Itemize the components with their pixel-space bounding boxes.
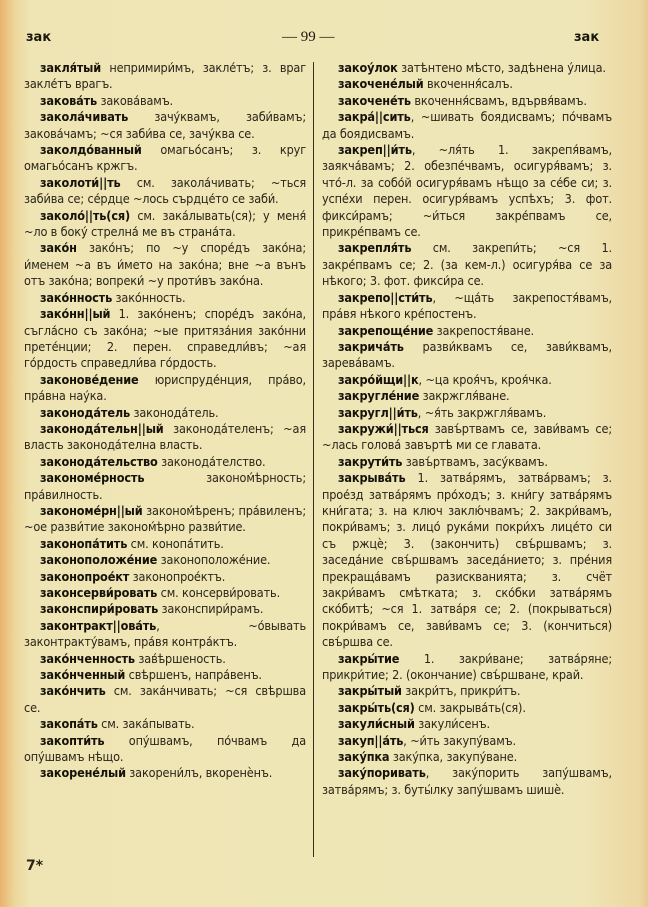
headword: закова́ть	[40, 92, 98, 108]
headword: закра́||сить	[338, 109, 411, 125]
definition: , ~и́ть закупу́вамъ.	[403, 732, 516, 748]
dictionary-entry	[24, 240, 306, 289]
definition: зако́нность.	[112, 289, 186, 305]
dictionary-entry	[24, 421, 306, 454]
headword: закрепоще́ние	[338, 322, 434, 338]
dictionary-entry	[322, 405, 612, 421]
definition: зав́ѣршеность.	[134, 650, 226, 666]
column-divider	[313, 62, 314, 857]
headword: законсерви́ровать	[40, 585, 158, 600]
headword: зако́нченность	[40, 650, 135, 666]
definition: законопрое́ктъ.	[129, 568, 226, 584]
definition: завъ́ртвамъ се, зави́вамъ се; ~лась голова́ завъртѣ ми се главата.	[322, 420, 612, 453]
dictionary-entry	[322, 323, 612, 339]
dictionary-entry	[24, 683, 306, 716]
definition: см. консерви́ровать.	[157, 585, 281, 600]
definition: законом́ѣрность; пра́вилность.	[24, 470, 306, 502]
dictionary-entry	[24, 290, 306, 306]
dictionary-entry	[322, 142, 612, 240]
headword: закрепо||сти́ть	[338, 289, 433, 305]
headword: зако́н	[40, 240, 77, 256]
headword: закрути́ть	[338, 453, 403, 469]
dictionary-entry	[322, 290, 612, 323]
dictionary-entry	[322, 60, 612, 76]
dictionary-entry	[322, 109, 612, 142]
headword: законтракт||ова́ть	[40, 617, 157, 633]
headword: закры́тый	[338, 683, 402, 699]
headword: закочене́лый	[338, 76, 424, 92]
dictionary-entry	[322, 765, 612, 798]
headword: закружи́||ться	[338, 420, 429, 436]
right-column	[322, 60, 612, 798]
dictionary-entry	[24, 306, 306, 372]
definition: см. конопа́тить.	[127, 535, 224, 551]
dictionary-entry	[24, 667, 306, 683]
headword: законода́тельство	[40, 453, 158, 469]
definition: , заку́порить запу́швамъ, затва́рямъ; з. буты́лку запу́швамъ шишѐ.	[322, 765, 612, 797]
definition: см. зака́нчивать; ~ся свѣршва се.	[24, 683, 306, 715]
headword: законопрое́кт	[40, 568, 130, 584]
definition: зако́нъ; по ~у споре́дъ зако́на; и́менем ~а въ и́мето на зако́на; вне ~а вънъ отъ зако́на; вопреки́ ~у проти́въ зако́на.	[24, 240, 306, 289]
headword: закуп||а́ть	[338, 732, 404, 748]
dictionary-entry	[322, 454, 612, 470]
dictionary-entry	[24, 651, 306, 667]
dictionary-entry	[24, 405, 306, 421]
running-head-left: зак	[26, 30, 52, 45]
definition: закри́тъ, прикри́тъ.	[401, 683, 521, 699]
definition: непримири́мъ, закле́тъ; з. враг закле́тъ врагъ.	[24, 60, 306, 92]
dictionary-entry	[24, 585, 306, 601]
dictionary-entry	[24, 372, 306, 405]
definition: , ~шивать боядисвамъ; по́чвамъ да боядисвамъ.	[322, 109, 612, 141]
left-column	[24, 60, 306, 782]
definition: заку́пка, закупу́ване.	[389, 749, 518, 765]
headword: закро́йщи||к	[338, 371, 419, 387]
definition: затѣнтено мѣсто, задѣнена у́лица.	[397, 60, 606, 75]
definition: закорени́лъ, вкоренѐнъ.	[125, 765, 273, 781]
dictionary-entry	[322, 421, 612, 454]
dictionary-entry	[24, 733, 306, 766]
dictionary-entry	[322, 339, 612, 372]
headword: заку́поривать	[338, 765, 426, 781]
headword: закола́чивать	[40, 109, 129, 125]
headword: законода́тельн||ый	[40, 420, 164, 436]
definition: 1. затва́рямъ, затва́рвамъ; з. прое́зд затва́рямъ про́ходъ; з. кни́гу затва́рямъ кни́гата; з. на ключ заклю́чвамъ; 2. закри́вамъ, покри́вамъ; з. лицо́ рука́ми покри́хъ лице́то си съ ржцѐ; 3. (закончить) свъ́ршвамъ; з. заседа́ние свъ́ршвамъ заседа́нието; з. пре́ния прекраща́вамъ разискванията; з. счёт закри́вамъ смѣтката; з. ско́бки затва́рямъ ско́битѣ; ~ся 1. затва́ря се; 2. (покрываться) покри́вамъ се, зави́вамъ се; 3. (кончиться) свъ́ршва се.	[322, 470, 612, 650]
definition: закрепостя́ване.	[433, 322, 534, 338]
definition: завъ́ртвамъ, засу́квамъ.	[402, 453, 548, 469]
dictionary-entry	[24, 716, 306, 732]
dictionary-entry	[322, 372, 612, 388]
headword: зако́нн||ый	[40, 306, 111, 322]
dictionary-entry	[322, 651, 612, 684]
dictionary-entry	[24, 536, 306, 552]
headword: закрича́ть	[338, 338, 404, 354]
headword: закля́тый	[40, 60, 102, 75]
dictionary-entry	[24, 765, 306, 781]
definition: зачу́квамъ, заби́вамъ; закова́чамъ; ~ся заби́ва се, зачу́ква се.	[24, 109, 306, 141]
headword: законове́дение	[40, 371, 139, 387]
dictionary-entry	[322, 76, 612, 92]
headword: законода́тель	[40, 404, 131, 420]
dictionary-entry	[24, 503, 306, 536]
definition: опу́швамъ, по́чвамъ да опу́швамъ нѣщо.	[24, 732, 306, 765]
definition: свѣршенъ, напра́венъ.	[125, 667, 262, 683]
definition: вкочення́свамъ, вдървя́вамъ.	[410, 92, 587, 108]
headword: закорене́лый	[40, 765, 126, 781]
headword: зако́нченный	[40, 667, 126, 683]
definition: закржгля́ване.	[419, 388, 510, 404]
definition: , ~ща́ть закрепостя́вамъ, пра́вя нѣкого кре́постенъ.	[322, 289, 612, 322]
definition: 1. зако́ненъ; споре́дъ зако́на, съгла́сно съ зако́на; ~ые притяза́ния зако́нни прете́нции; 2. перен. справедли́въ; ~ая го́рдость справедли́ва го́рдость.	[24, 306, 306, 371]
definition: см. закола́чивать; ~ться заби́ва се; се́рдце ~лось сърдце́то се заби́.	[24, 174, 306, 207]
definition: разви́квамъ се, зави́квамъ, зарева́вамъ.	[322, 338, 612, 371]
dictionary-entry	[24, 175, 306, 208]
headword: заколоти́||ть	[40, 174, 121, 190]
page-number: — 99 —	[282, 29, 335, 45]
headword: закругл||и́ть	[338, 404, 418, 420]
headword: закономе́рность	[40, 470, 145, 486]
dictionary-entry	[322, 683, 612, 699]
definition: законода́тель.	[130, 404, 219, 420]
definition: законом́ѣренъ; пра́виленъ; ~ое разви́тие законом́ѣрно разви́тие.	[24, 502, 306, 535]
definition: вкочення́салъ.	[423, 76, 513, 92]
definition: см. закрепи́ть; ~ся 1. закре́пвамъ се; 2. (за кем-л.) осигуря́ва се за нѣкого; 3. фот. фикси́ра се.	[322, 240, 612, 289]
headword: закочене́ть	[338, 92, 411, 108]
dictionary-entry	[24, 569, 306, 585]
dictionary-entry	[322, 700, 612, 716]
definition: законспири́рамъ.	[158, 601, 264, 617]
definition: , ~я́ть закржгля́вамъ.	[417, 404, 547, 420]
headword: закопа́ть	[40, 716, 98, 732]
dictionary-entry	[24, 470, 306, 503]
headword: заколдо́ванный	[40, 142, 142, 158]
definition: 1. закри́ване; затва́ряне; прикри́тие; 2. (окончание) свъ́ршване, край.	[322, 650, 612, 683]
running-head-right: зак	[574, 30, 600, 45]
dictionary-entry	[322, 240, 612, 289]
dictionary-entry	[322, 470, 612, 650]
headword: закономе́рн||ый	[40, 502, 143, 518]
dictionary-entry	[322, 93, 612, 109]
headword: зако́нность	[40, 289, 113, 305]
definition: см. зака́лывать(ся); у меня́ ~ло в боку́ стрелна́ ме въ страна́та.	[24, 207, 306, 240]
headword: заколо́||ть(ся)	[40, 207, 131, 223]
headword: закругле́ние	[338, 388, 420, 404]
definition: , ~о́вывать законтракту́вамъ, пра́вя контра́ктъ.	[24, 617, 306, 650]
headword: закули́сный	[338, 716, 415, 732]
definition: законода́теленъ; ~ая власть законода́телна власть.	[24, 420, 306, 453]
headword: закрепля́ть	[338, 240, 412, 256]
dictionary-entry	[24, 109, 306, 142]
definition: см. зака́пывать.	[97, 716, 195, 732]
dictionary-entry	[24, 60, 306, 93]
definition: см. закрыва́ть(ся).	[414, 699, 526, 715]
definition: , ~ля́ть 1. закрепя́вамъ, заякча́вамъ; 2. обезпе́чвамъ, осигуря́вамъ; з. что́-л. за собо́й осигуря́вамъ нѣщо за се́бе си; з. успе́хи перен. осигуря́вамъ успѣхъ; 3. фот. фикси́рамъ; ~и́ться закре́пвамъ се, прикре́пвамъ се.	[322, 142, 612, 240]
dictionary-entry	[24, 618, 306, 651]
headword: законспири́ровать	[40, 601, 159, 617]
dictionary-entry	[322, 749, 612, 765]
headword: закопти́ть	[40, 732, 105, 748]
headword: законоположе́ние	[40, 552, 158, 568]
definition: закова́вамъ.	[97, 92, 173, 108]
headword: законопа́тить	[40, 535, 128, 551]
definition: омагьо́санъ; з. круг омагьо́санъ кржгъ.	[24, 142, 306, 174]
dictionary-entry	[24, 454, 306, 470]
definition: законода́телство.	[157, 453, 266, 469]
headword: закры́тие	[338, 650, 400, 666]
dictionary-entry	[24, 552, 306, 568]
definition: , ~ца кроя́чъ, кроя́чка.	[418, 371, 552, 387]
headword: закры́ть(ся)	[338, 699, 415, 715]
dictionary-entry	[24, 601, 306, 617]
dictionary-entry	[24, 93, 306, 109]
definition: законоположе́ние.	[157, 552, 271, 568]
headword: закрыва́ть	[338, 470, 406, 486]
headword: закоу́лок	[338, 60, 398, 75]
definition: закули́сенъ.	[414, 716, 490, 732]
definition: юриспруде́нция, пра́во, пра́вна нау́ка.	[24, 371, 306, 404]
headword: заку́пка	[338, 749, 390, 765]
dictionary-entry	[322, 388, 612, 404]
dictionary-entry	[24, 142, 306, 175]
dictionary-entry	[322, 733, 612, 749]
printer-signature-mark: 7*	[26, 858, 44, 874]
headword: закреп||и́ть	[338, 142, 412, 158]
headword: зако́нчить	[40, 683, 106, 699]
dictionary-entry	[24, 208, 306, 241]
dictionary-entry	[322, 716, 612, 732]
